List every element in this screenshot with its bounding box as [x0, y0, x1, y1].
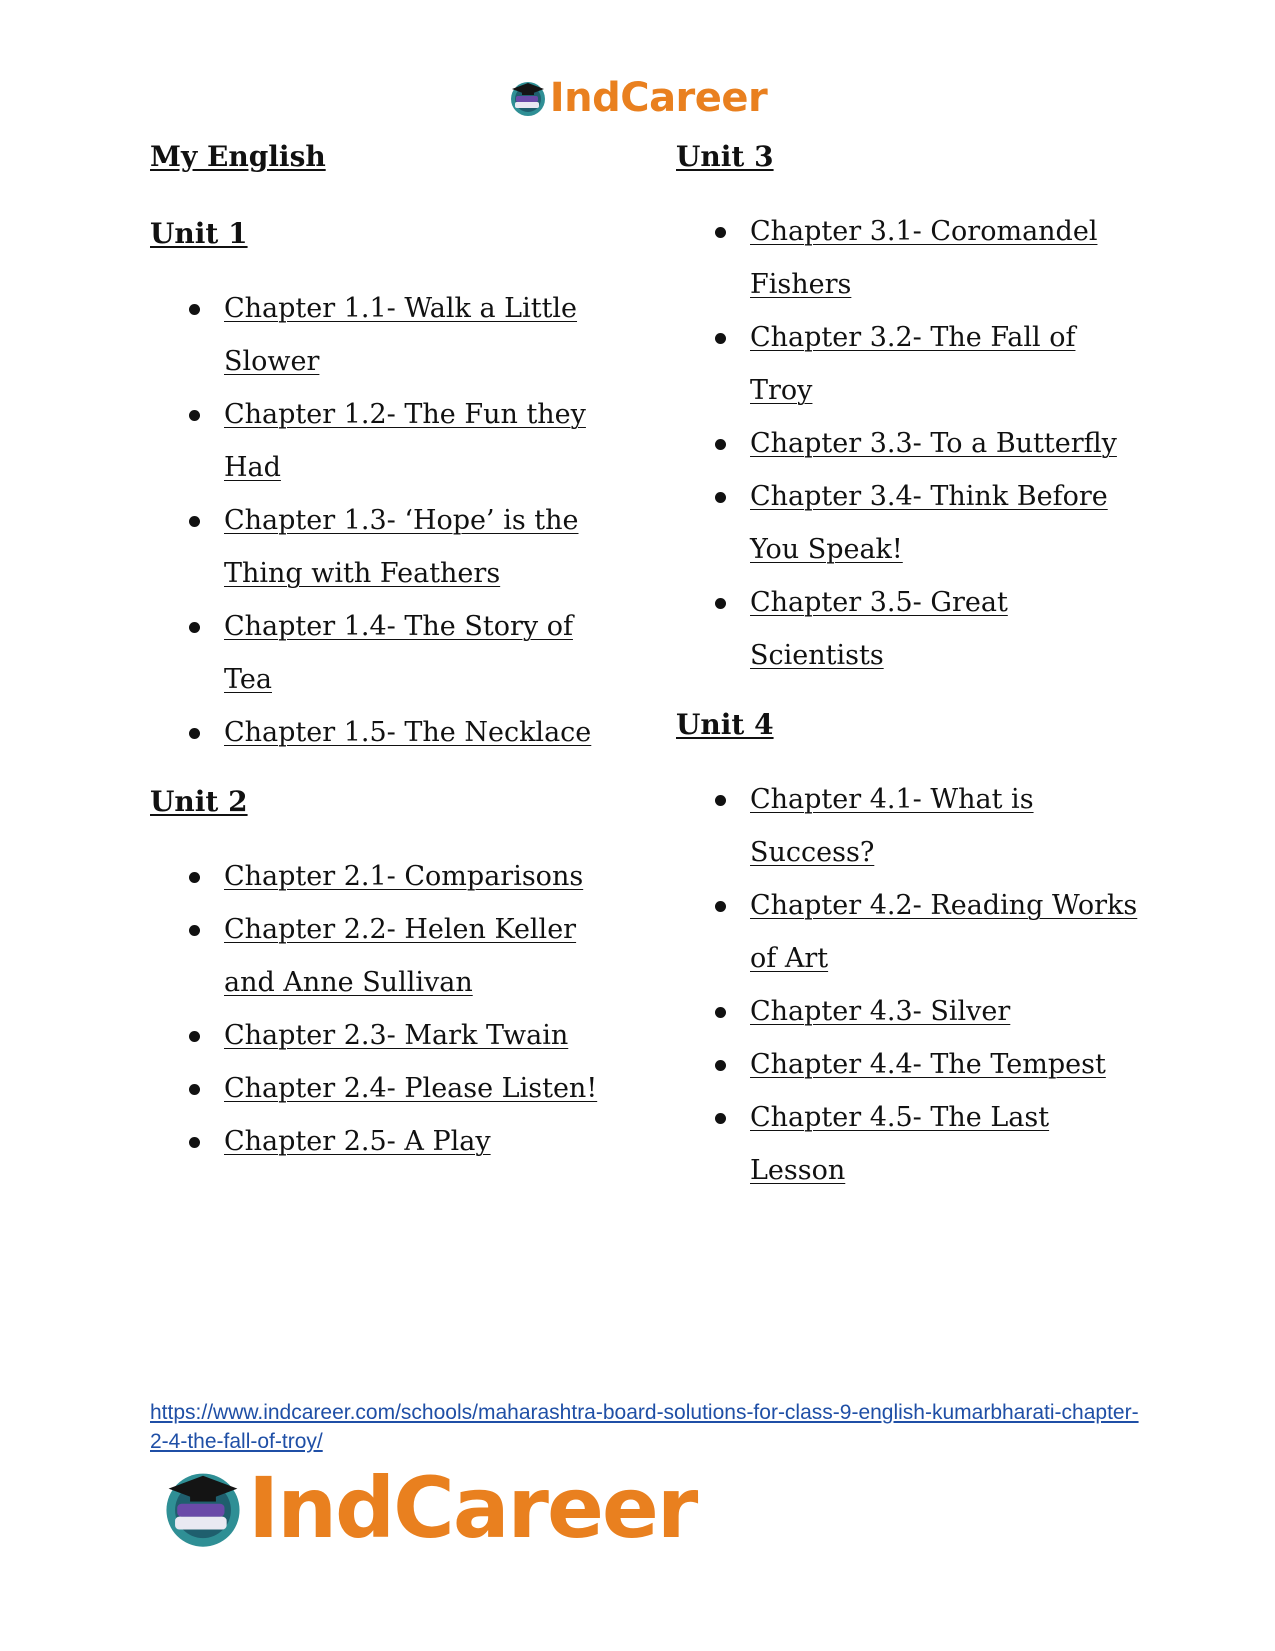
list-item [150, 706, 620, 759]
footer-link[interactable]: https://www.indcareer.com/schools/maharashtra-board-solutions-for-class-9-english-kumarbharati-chapter-2-4-the-fall-of-troy/ [150, 1401, 1139, 1453]
list-item [676, 311, 1146, 417]
chapter-link[interactable]: Chapter 1.2- The Fun they Had [224, 399, 586, 483]
right-column [676, 140, 1146, 1197]
list-item [150, 850, 620, 903]
list-item [150, 600, 620, 706]
list-item [676, 879, 1146, 985]
chapter-link[interactable]: Chapter 2.4- Please Listen! [224, 1073, 598, 1104]
chapter-link[interactable]: Chapter 2.3- Mark Twain [224, 1020, 569, 1051]
brand-name: IndCareer [248, 1459, 697, 1557]
chapter-link[interactable]: Chapter 4.3- Silver [750, 996, 1011, 1027]
unit-heading: Unit 2 [150, 785, 248, 818]
chapter-link[interactable]: Chapter 2.1- Comparisons [224, 861, 584, 892]
list-item [150, 1115, 620, 1168]
chapter-link[interactable]: Chapter 1.3- ‘Hope’ is the Thing with Feathers [224, 505, 579, 589]
chapter-link[interactable]: Chapter 2.2- Helen Keller and Anne Sullivan [224, 914, 577, 998]
list-item [676, 470, 1146, 576]
chapter-link[interactable]: Chapter 1.5- The Necklace [224, 717, 592, 748]
chapter-link[interactable]: Chapter 4.1- What is Success? [750, 784, 1034, 868]
list-item [150, 282, 620, 388]
list-item [676, 1091, 1146, 1197]
chapter-link[interactable]: Chapter 1.4- The Story of Tea [224, 611, 573, 695]
chapter-list [150, 282, 620, 759]
chapter-link[interactable]: Chapter 4.4- The Tempest [750, 1049, 1106, 1080]
list-item [676, 773, 1146, 879]
chapter-link[interactable]: Chapter 3.4- Think Before You Speak! [750, 481, 1108, 565]
brand-name: IndCareer [549, 75, 768, 121]
left-column [150, 140, 620, 1168]
list-item [676, 985, 1146, 1038]
chapter-list [676, 205, 1146, 682]
list-item [676, 576, 1146, 682]
list-item [150, 1062, 620, 1115]
list-item [676, 417, 1146, 470]
graduation-cap-books-icon [508, 78, 548, 118]
list-item [676, 1038, 1146, 1091]
list-item [676, 205, 1146, 311]
chapter-link[interactable]: Chapter 1.1- Walk a Little Slower [224, 293, 578, 377]
list-item [150, 494, 620, 600]
chapter-list [676, 773, 1146, 1197]
footer-url [150, 1398, 1140, 1456]
page-title: My English [150, 140, 326, 173]
chapter-link[interactable]: Chapter 3.5- Great Scientists [750, 587, 1008, 671]
chapter-link[interactable]: Chapter 2.5- A Play [224, 1126, 491, 1157]
chapter-list [150, 850, 620, 1168]
unit-heading: Unit 3 [676, 140, 774, 173]
footer-logo [160, 1459, 697, 1557]
chapter-link[interactable]: Chapter 4.5- The Last Lesson [750, 1102, 1050, 1186]
chapter-link[interactable]: Chapter 3.3- To a Butterfly [750, 428, 1117, 459]
unit-heading: Unit 1 [150, 217, 248, 250]
chapter-link[interactable]: Chapter 4.2- Reading Works of Art [750, 890, 1138, 974]
graduation-cap-books-icon [160, 1465, 246, 1551]
list-item [150, 1009, 620, 1062]
chapter-link[interactable]: Chapter 3.1- Coromandel Fishers [750, 216, 1098, 300]
header-logo [0, 75, 1275, 121]
list-item [150, 388, 620, 494]
list-item [150, 903, 620, 1009]
unit-heading: Unit 4 [676, 708, 774, 741]
chapter-link[interactable]: Chapter 3.2- The Fall of Troy [750, 322, 1076, 406]
